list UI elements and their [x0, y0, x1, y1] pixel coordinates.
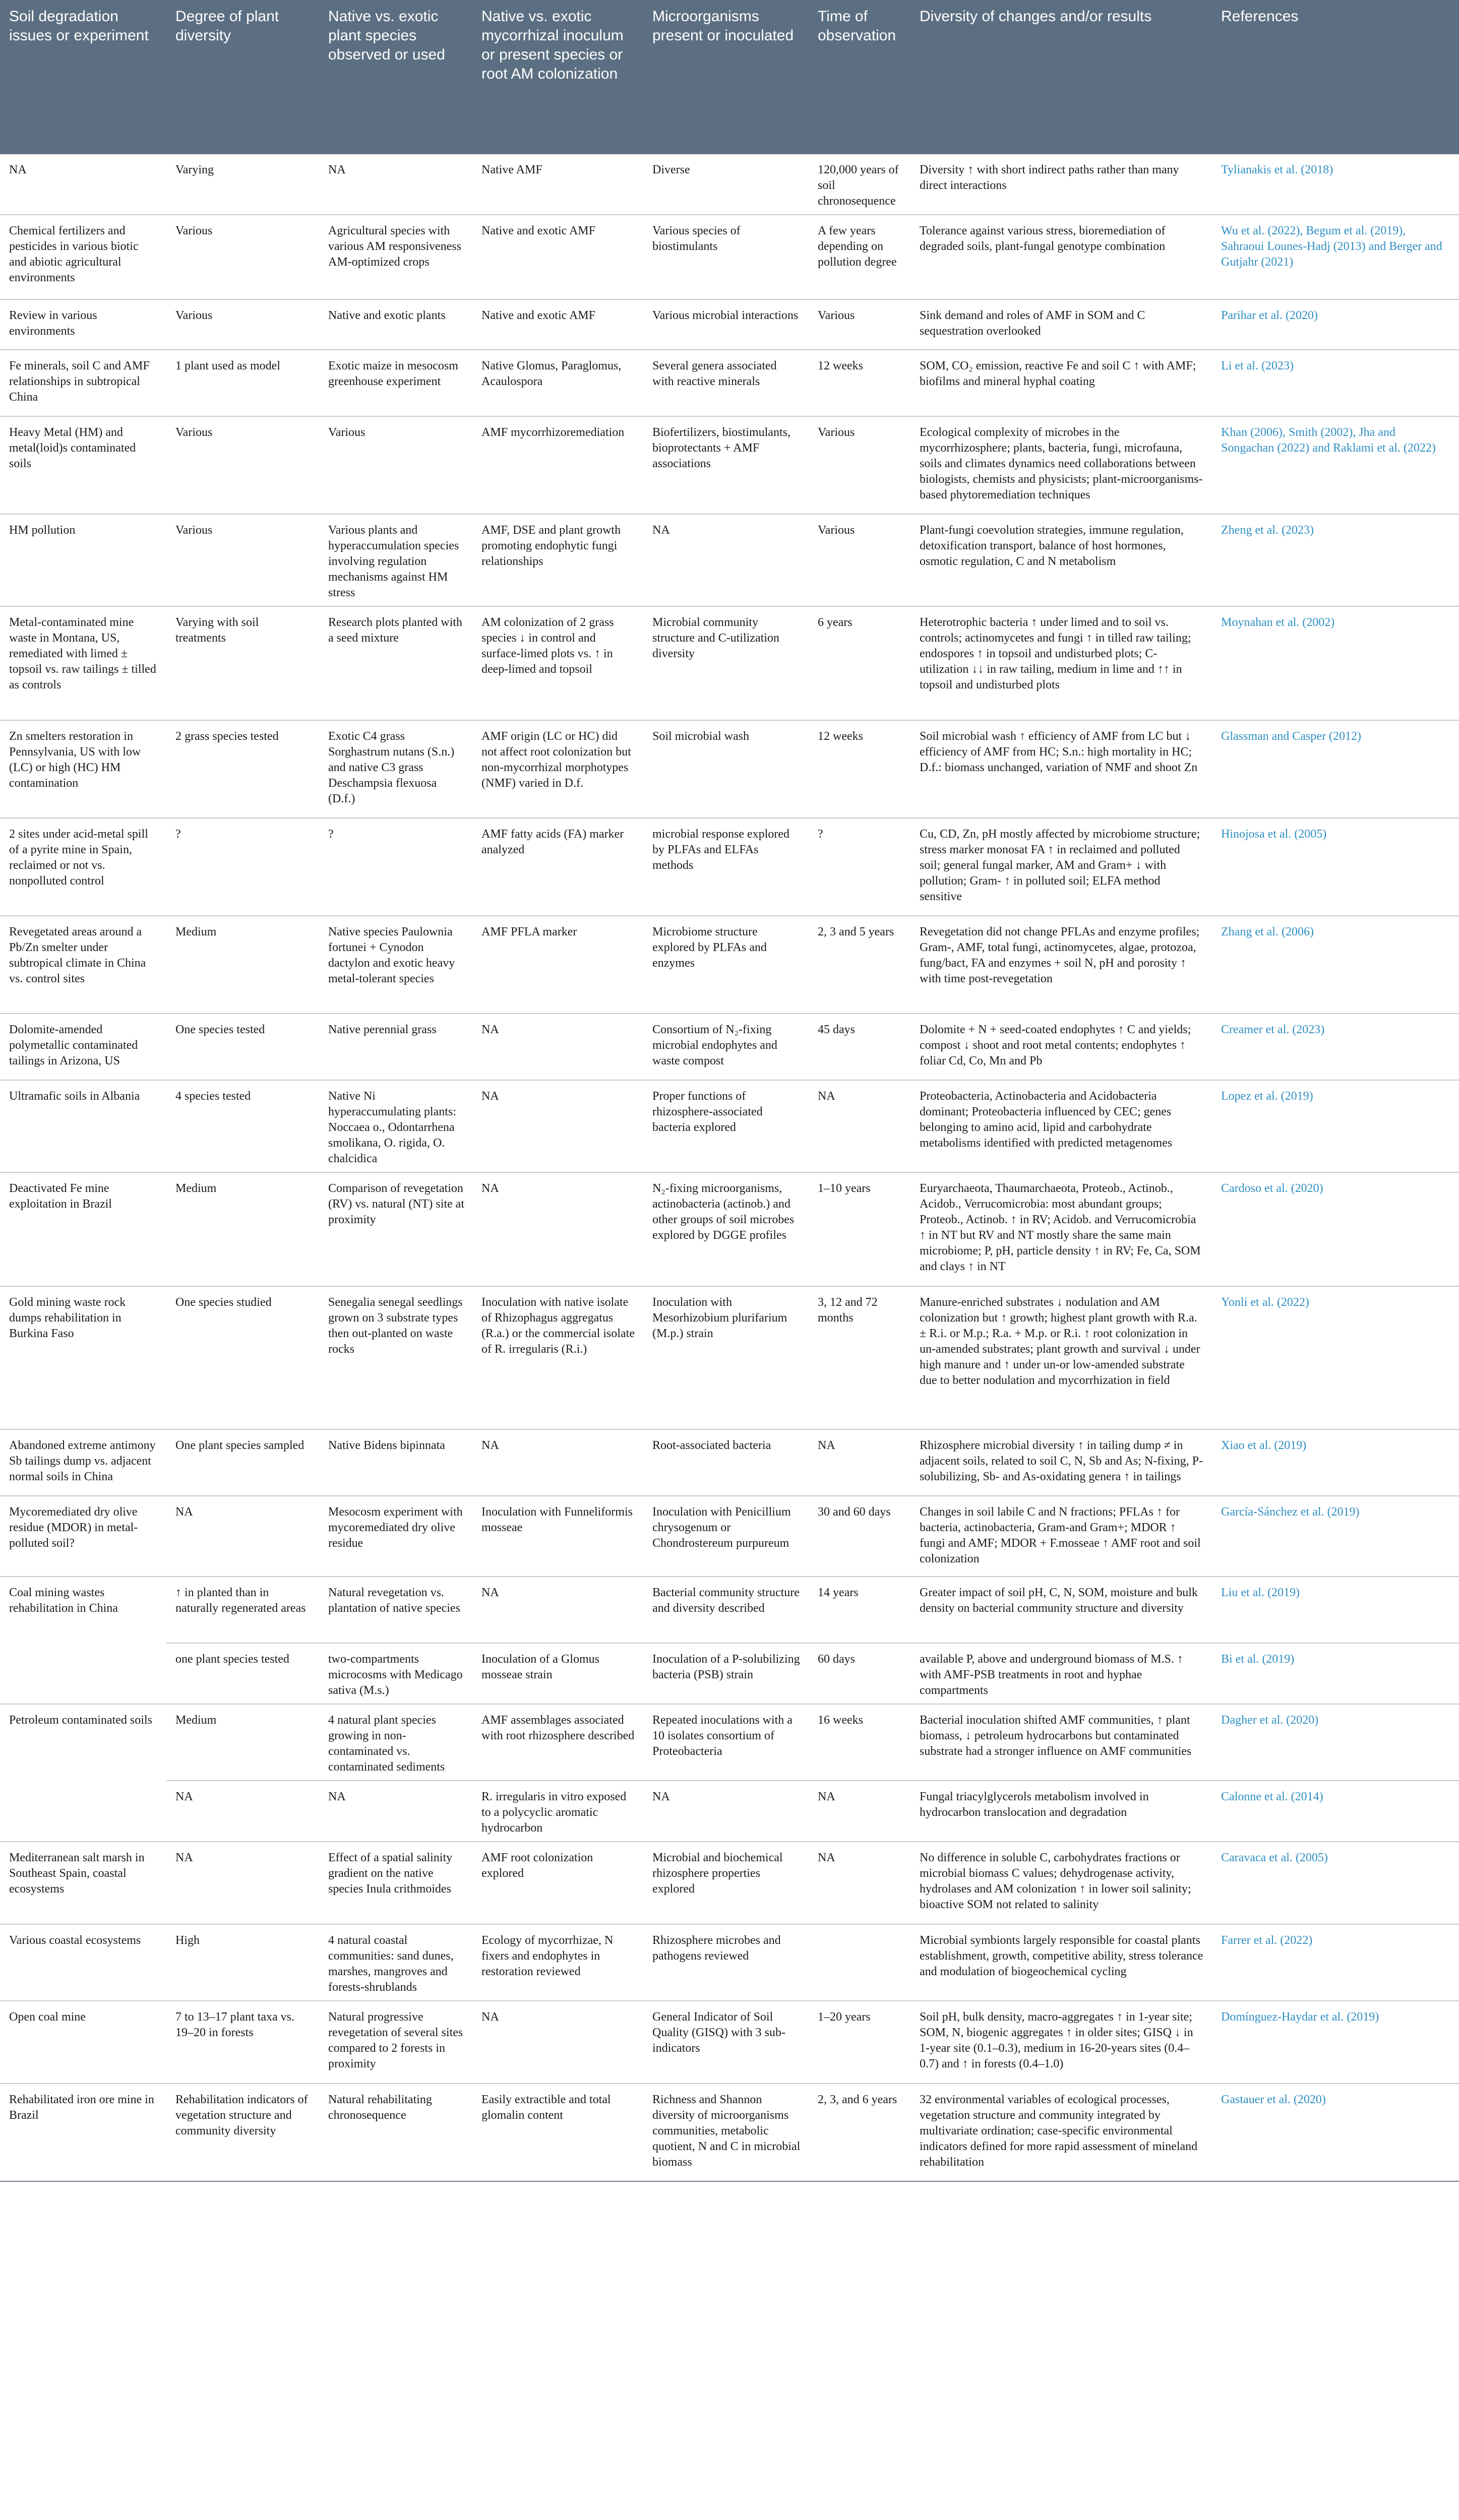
cell-time: NA [809, 1429, 910, 1496]
cell-mycorrhiza: Native and exotic AMF [472, 299, 643, 350]
cell-issue: Rehabilitated iron ore mine in Brazil [0, 2084, 166, 2181]
cell-results: Euryarchaeota, Thaumarchaeota, Proteob., Actinob., Acidob., Verrucomicrobia: most abundant groups; Proteob., Actinob. ↑ in RV; Acidob. and Verrucomicrobia ↑ in NT but RV and NT mostly share the same main microbiome; P, pH, particle density ↑ in RV; Fe, Ca, SOM and clays ↑ in NT [910, 1172, 1212, 1286]
header-diversity: Degree of plant diversity [166, 0, 319, 154]
cell-diversity: One plant species sampled [166, 1429, 319, 1496]
cell-references[interactable]: Zheng et al. (2023) [1212, 514, 1459, 606]
cell-microorganisms: Repeated inoculations with a 10 isolates consortium of Proteobacteria [643, 1704, 809, 1781]
cell-results: Diversity ↑ with short indirect paths rather than many direct interactions [910, 154, 1212, 215]
cell-references[interactable]: Moynahan et al. (2002) [1212, 606, 1459, 720]
cell-plants: Native Ni hyperaccumulating plants: Noccaea o., Odontarrhena smolikana, O. rigida, O. chalcidica [319, 1080, 472, 1172]
cell-mycorrhiza: AMF fatty acids (FA) marker analyzed [472, 818, 643, 916]
header-mycorrhiza: Native vs. exotic mycorrhizal inoculum or present species or root AM colonization [472, 0, 643, 154]
cell-mycorrhiza: NA [472, 1577, 643, 1643]
cell-mycorrhiza: Inoculation with Funneliformis mosseae [472, 1496, 643, 1577]
cell-microorganisms: Microbiome structure explored by PLFAs and enzymes [643, 916, 809, 1014]
cell-mycorrhiza: NA [472, 2001, 643, 2084]
cell-issue: 2 sites under acid-metal spill of a pyrite mine in Spain, reclaimed or not vs. nonpolluted control [0, 818, 166, 916]
table-row [0, 916, 1459, 1014]
cell-diversity: Varying with soil treatments [166, 606, 319, 720]
cell-mycorrhiza: AMF, DSE and plant growth promoting endophytic fungi relationships [472, 514, 643, 606]
cell-diversity: Various [166, 299, 319, 350]
cell-references[interactable]: Dagher et al. (2020) [1212, 1704, 1459, 1781]
cell-microorganisms: Several genera associated with reactive minerals [643, 350, 809, 416]
cell-mycorrhiza: Native AMF [472, 154, 643, 215]
cell-time: 60 days [809, 1643, 910, 1704]
cell-microorganisms: Richness and Shannon diversity of microorganisms communities, metabolic quotient, N and C in microbial biomass [643, 2084, 809, 2181]
cell-diversity: 4 species tested [166, 1080, 319, 1172]
cell-microorganisms: NA [643, 514, 809, 606]
cell-microorganisms: NA [643, 1781, 809, 1842]
cell-results: Revegetation did not change PFLAs and enzyme profiles; Gram-, AMF, total fungi, actinomycetes, algae, protozoa, fung/bact, FA and enzymes + soil N, pH and porosity ↑ with time post-revegetation [910, 916, 1212, 1014]
cell-microorganisms: Microbial and biochemical rhizosphere properties explored [643, 1842, 809, 1924]
table-row [0, 1429, 1459, 1496]
cell-plants: Mesocosm experiment with mycoremediated dry olive residue [319, 1496, 472, 1577]
cell-diversity: NA [166, 1496, 319, 1577]
cell-results: Sink demand and roles of AMF in SOM and C sequestration overlooked [910, 299, 1212, 350]
cell-issue: Petroleum contaminated soils [0, 1704, 166, 1781]
cell-diversity: NA [166, 1781, 319, 1842]
cell-time: 6 years [809, 606, 910, 720]
cell-references[interactable]: Bi et al. (2019) [1212, 1643, 1459, 1704]
cell-results: SOM, CO₂ emission, reactive Fe and soil C ↑ with AMF; biofilms and mineral hyphal coating [910, 350, 1212, 416]
cell-results: Manure-enriched substrates ↓ nodulation and AM colonization but ↑ growth; highest plant growth with R.a. ± R.i. or M.p.; R.a. + M.p. or R.i. ↑ root colonization in un-amended substrates; plant growth and survival ↓ under high manure and ↑ under un-or low-amended substrate due to better nodulation and mycorrhization in field [910, 1286, 1212, 1429]
cell-results: Proteobacteria, Actinobacteria and Acidobacteria dominant; Proteobacteria influenced by CEC; genes belonging to amino acid, lipid and carbohydrate metabolisms identified with predicted metagenomes [910, 1080, 1212, 1172]
table-row [0, 154, 1459, 215]
cell-diversity: ↑ in planted than in naturally regenerated areas [166, 1577, 319, 1643]
cell-time: 2, 3 and 5 years [809, 916, 910, 1014]
table-row [0, 2084, 1459, 2181]
cell-results: Microbial symbionts largely responsible for coastal plants establishment, growth, competitive ability, stress tolerance and modulation of biogeochemical cycling [910, 1924, 1212, 2001]
table-row [0, 1577, 1459, 1643]
cell-issue [0, 1781, 166, 1842]
cell-time: Various [809, 299, 910, 350]
header-row [0, 0, 1459, 154]
cell-issue: Dolomite-amended polymetallic contaminated tailings in Arizona, US [0, 1014, 166, 1080]
cell-time: Various [809, 416, 910, 514]
cell-microorganisms: General Indicator of Soil Quality (GISQ) with 3 sub-indicators [643, 2001, 809, 2084]
cell-diversity: 7 to 13–17 plant taxa vs. 19–20 in forests [166, 2001, 319, 2084]
cell-diversity: Rehabilitation indicators of vegetation structure and community diversity [166, 2084, 319, 2181]
cell-results: Changes in soil labile C and N fractions; PFLAs ↑ for bacteria, actinobacteria, Gram-and Gram+; MDOR ↑ fungi and AMF; MDOR + F.mosseae ↑ AMF root and soil colonization [910, 1496, 1212, 1577]
cell-issue: Various coastal ecosystems [0, 1924, 166, 2001]
header-microorganisms: Microorganisms present or inoculated [643, 0, 809, 154]
header-references: References [1212, 0, 1459, 154]
cell-plants: 4 natural coastal communities: sand dunes, marshes, mangroves and forests-shrublands [319, 1924, 472, 2001]
cell-time: 1–20 years [809, 2001, 910, 2084]
cell-time: 3, 12 and 72 months [809, 1286, 910, 1429]
cell-diversity: Medium [166, 1172, 319, 1286]
cell-time: NA [809, 1842, 910, 1924]
cell-results: Ecological complexity of microbes in the mycorrhizosphere; plants, bacteria, fungi, microfauna, soils and climates dynamics need collaborations between biologists, chemists and physicists; plant-microorganisms-based phytoremediation techniques [910, 416, 1212, 514]
cell-time: NA [809, 1781, 910, 1842]
cell-microorganisms: Inoculation with Penicillium chrysogenum or Chondrostereum purpureum [643, 1496, 809, 1577]
cell-time: A few years depending on pollution degree [809, 215, 910, 299]
cell-results: Bacterial inoculation shifted AMF communities, ↑ plant biomass, ↓ petroleum hydrocarbons but contaminated substrate had a stronger influence on AMF communities [910, 1704, 1212, 1781]
cell-microorganisms: Consortium of N₂-fixing microbial endophytes and waste compost [643, 1014, 809, 1080]
table-row [0, 606, 1459, 720]
cell-references[interactable]: Yonli et al. (2022) [1212, 1286, 1459, 1429]
cell-diversity: One species tested [166, 1014, 319, 1080]
cell-plants: Comparison of revegetation (RV) vs. natural (NT) site at proximity [319, 1172, 472, 1286]
cell-plants: Various plants and hyperaccumulation species involving regulation mechanisms against HM stress [319, 514, 472, 606]
cell-references[interactable]: Khan (2006), Smith (2002), Jha and Songachan (2022) and Raklami et al. (2022) [1212, 416, 1459, 514]
cell-plants: 4 natural plant species growing in non-contaminated vs. contaminated sediments [319, 1704, 472, 1781]
table-row [0, 299, 1459, 350]
table-row [0, 350, 1459, 416]
table-row [0, 1924, 1459, 2001]
cell-microorganisms: Rhizosphere microbes and pathogens reviewed [643, 1924, 809, 2001]
cell-references[interactable]: Cardoso et al. (2020) [1212, 1172, 1459, 1286]
cell-references[interactable]: García-Sánchez et al. (2019) [1212, 1496, 1459, 1577]
cell-references[interactable]: Calonne et al. (2014) [1212, 1781, 1459, 1842]
cell-results: No difference in soluble C, carbohydrates fractions or microbial biomass C values; dehydrogenase activity, hydrolases and AM colonization ↑ in lower soil salinity; bioactive SOM not related to salinity [910, 1842, 1212, 1924]
table-row [0, 514, 1459, 606]
cell-issue: Ultramafic soils in Albania [0, 1080, 166, 1172]
cell-issue: Fe minerals, soil C and AMF relationships in subtropical China [0, 350, 166, 416]
cell-time: 2, 3, and 6 years [809, 2084, 910, 2181]
cell-diversity: 2 grass species tested [166, 720, 319, 818]
cell-issue: Abandoned extreme antimony Sb tailings dump vs. adjacent normal soils in China [0, 1429, 166, 1496]
cell-diversity: High [166, 1924, 319, 2001]
cell-time: 1–10 years [809, 1172, 910, 1286]
cell-diversity: Varying [166, 154, 319, 215]
table-row [0, 416, 1459, 514]
cell-issue: Coal mining wastes rehabilitation in China [0, 1577, 166, 1643]
cell-time [809, 1924, 910, 2001]
cell-plants: NA [319, 1781, 472, 1842]
cell-microorganisms: Proper functions of rhizosphere-associated bacteria explored [643, 1080, 809, 1172]
cell-results: Heterotrophic bacteria ↑ under limed and to soil vs. controls; actinomycetes and fungi ↑ in tilled raw tailing; endospores ↑ in topsoil and undisturbed plots; C-utilization ↓↓ in raw tailing, medium in lime and ↑↑ in topsoil and undisturbed plots [910, 606, 1212, 720]
cell-mycorrhiza: Inoculation with native isolate of Rhizophagus aggregatus (R.a.) or the commercial isolate of R. irregularis (R.i.) [472, 1286, 643, 1429]
cell-microorganisms: Bacterial community structure and diversity described [643, 1577, 809, 1643]
cell-plants: Senegalia senegal seedlings grown on 3 substrate types then out-planted on waste rocks [319, 1286, 472, 1429]
cell-results: Rhizosphere microbial diversity ↑ in tailing dump ≠ in adjacent soils, related to soil C, N, Sb and As; N-fixing, P-solubilizing, Sb- and As-oxidating genera ↑ in tailings [910, 1429, 1212, 1496]
cell-mycorrhiza: NA [472, 1429, 643, 1496]
cell-references[interactable]: Parihar et al. (2020) [1212, 299, 1459, 350]
header-time: Time of observation [809, 0, 910, 154]
table-row [0, 1172, 1459, 1286]
cell-microorganisms: Biofertilizers, biostimulants, bioprotectants + AMF associations [643, 416, 809, 514]
cell-results: Plant-fungi coevolution strategies, immune regulation, detoxification transport, balance of host hormones, osmotic regulation, C and N metabolism [910, 514, 1212, 606]
cell-time: NA [809, 1080, 910, 1172]
cell-results: 32 environmental variables of ecological processes, vegetation structure and community integrated by multivariate ordination; case-specific environmental indicators defined for more rapid assessment of mineland rehabilitation [910, 2084, 1212, 2181]
cell-plants: Natural progressive revegetation of several sites compared to 2 forests in proximity [319, 2001, 472, 2084]
cell-mycorrhiza: AMF root colonization explored [472, 1842, 643, 1924]
cell-plants: Effect of a spatial salinity gradient on the native species Inula crithmoides [319, 1842, 472, 1924]
cell-diversity: Various [166, 215, 319, 299]
table-row [0, 1781, 1459, 1842]
cell-references[interactable]: Hinojosa et al. (2005) [1212, 818, 1459, 916]
table-row [0, 1014, 1459, 1080]
table-row [0, 1080, 1459, 1172]
cell-microorganisms: Microbial community structure and C-utilization diversity [643, 606, 809, 720]
cell-diversity: one plant species tested [166, 1643, 319, 1704]
cell-microorganisms: Soil microbial wash [643, 720, 809, 818]
cell-time: 45 days [809, 1014, 910, 1080]
cell-issue: Deactivated Fe mine exploitation in Brazil [0, 1172, 166, 1286]
cell-plants: ? [319, 818, 472, 916]
cell-plants: NA [319, 154, 472, 215]
cell-references[interactable]: Wu et al. (2022), Begum et al. (2019), Sahraoui Lounes-Hadj (2013) and Berger and Gutjahr (2021) [1212, 215, 1459, 299]
cell-mycorrhiza: R. irregularis in vitro exposed to a polycyclic aromatic hydrocarbon [472, 1781, 643, 1842]
cell-microorganisms: Various species of biostimulants [643, 215, 809, 299]
cell-results: Greater impact of soil pH, C, N, SOM, moisture and bulk density on bacterial community structure and diversity [910, 1577, 1212, 1643]
cell-mycorrhiza: AMF assemblages associated with root rhizosphere described [472, 1704, 643, 1781]
table-row [0, 1643, 1459, 1704]
table-row [0, 1842, 1459, 1924]
cell-plants: two-compartments microcosms with Medicago sativa (M.s.) [319, 1643, 472, 1704]
cell-results: Fungal triacylglycerols metabolism involved in hydrocarbon translocation and degradation [910, 1781, 1212, 1842]
cell-diversity: ? [166, 818, 319, 916]
cell-mycorrhiza: Inoculation of a Glomus mosseae strain [472, 1643, 643, 1704]
cell-diversity: Various [166, 416, 319, 514]
cell-time: 16 weeks [809, 1704, 910, 1781]
cell-time: Various [809, 514, 910, 606]
cell-mycorrhiza: NA [472, 1080, 643, 1172]
cell-issue: Gold mining waste rock dumps rehabilitation in Burkina Faso [0, 1286, 166, 1429]
cell-references[interactable]: Gastauer et al. (2020) [1212, 2084, 1459, 2181]
cell-results: Dolomite + N + seed-coated endophytes ↑ C and yields; compost ↓ shoot and root metal contents; endophytes ↑ foliar Cd, Co, Mn and Pb [910, 1014, 1212, 1080]
table-row [0, 1704, 1459, 1781]
cell-references[interactable]: Liu et al. (2019) [1212, 1577, 1459, 1643]
table-row [0, 720, 1459, 818]
cell-issue: Revegetated areas around a Pb/Zn smelter under subtropical climate in China vs. control sites [0, 916, 166, 1014]
cell-issue: Metal-contaminated mine waste in Montana, US, remediated with limed ± topsoil vs. raw tailings ± tilled as controls [0, 606, 166, 720]
cell-plants: Native and exotic plants [319, 299, 472, 350]
cell-mycorrhiza: AMF origin (LC or HC) did not affect root colonization but non-mycorrhizal morphotypes (NMF) varied in D.f. [472, 720, 643, 818]
cell-microorganisms: Inoculation with Mesorhizobium plurifarium (M.p.) strain [643, 1286, 809, 1429]
cell-diversity: Various [166, 514, 319, 606]
cell-mycorrhiza: Native and exotic AMF [472, 215, 643, 299]
cell-references[interactable]: Farrer et al. (2022) [1212, 1924, 1459, 2001]
cell-mycorrhiza: AM colonization of 2 grass species ↓ in control and surface-limed plots vs. ↑ in deep-limed and topsoil [472, 606, 643, 720]
cell-time: ? [809, 818, 910, 916]
cell-references[interactable]: Creamer et al. (2023) [1212, 1014, 1459, 1080]
cell-results: Soil pH, bulk density, macro-aggregates ↑ in 1-year site; SOM, N, biogenic aggregates ↑ in older sites; GISQ ↓ in 1-year site (0.1–0.3), medium in 16-20-years sites (0.4–0.7) and ↑ in forests (0.4–1.0) [910, 2001, 1212, 2084]
cell-microorganisms: Root-associated bacteria [643, 1429, 809, 1496]
cell-issue: Mediterranean salt marsh in Southeast Spain, coastal ecosystems [0, 1842, 166, 1924]
cell-time: 12 weeks [809, 720, 910, 818]
cell-diversity: Medium [166, 916, 319, 1014]
cell-issue: Open coal mine [0, 2001, 166, 2084]
cell-plants: Natural revegetation vs. plantation of native species [319, 1577, 472, 1643]
cell-references[interactable]: Domínguez-Haydar et al. (2019) [1212, 2001, 1459, 2084]
cell-diversity: One species studied [166, 1286, 319, 1429]
cell-microorganisms: N₂-fixing microorganisms, actinobacteria (actinob.) and other groups of soil microbes explored by DGGE profiles [643, 1172, 809, 1286]
header-issue: Soil degradation issues or experiment [0, 0, 166, 154]
cell-results: Soil microbial wash ↑ efficiency of AMF from LC but ↓ efficiency of AMF from HC; S.n.: high mortality in HC; D.f.: biomass unchanged, variation of NMF and shoot Zn [910, 720, 1212, 818]
cell-results: Tolerance against various stress, bioremediation of degraded soils, plant-fungal genotype combination [910, 215, 1212, 299]
cell-mycorrhiza: AMF mycorrhizoremediation [472, 416, 643, 514]
cell-time: 120,000 years of soil chronosequence [809, 154, 910, 215]
cell-results: Cu, CD, Zn, pH mostly affected by microbiome structure; stress marker monosat FA ↑ in reclaimed and polluted soil; general fungal marker, AM and Gram+ ↓ with pollution; Gram- ↑ in polluted soil; ELFA method sensitive [910, 818, 1212, 916]
cell-mycorrhiza: NA [472, 1172, 643, 1286]
cell-plants: Research plots planted with a seed mixture [319, 606, 472, 720]
cell-plants: Natural rehabilitating chronosequence [319, 2084, 472, 2181]
cell-mycorrhiza: Ecology of mycorrhizae, N fixers and endophytes in restoration reviewed [472, 1924, 643, 2001]
cell-references[interactable]: Xiao et al. (2019) [1212, 1429, 1459, 1496]
cell-references[interactable]: Glassman and Casper (2012) [1212, 720, 1459, 818]
cell-references[interactable]: Caravaca et al. (2005) [1212, 1842, 1459, 1924]
table-row [0, 2001, 1459, 2084]
table-row [0, 818, 1459, 916]
header-results: Diversity of changes and/or results [910, 0, 1212, 154]
cell-issue: Zn smelters restoration in Pennsylvania, US with low (LC) or high (HC) HM contamination [0, 720, 166, 818]
cell-references[interactable]: Li et al. (2023) [1212, 350, 1459, 416]
cell-mycorrhiza: Easily extractible and total glomalin content [472, 2084, 643, 2181]
cell-issue: Mycoremediated dry olive residue (MDOR) in metal-polluted soil? [0, 1496, 166, 1577]
cell-mycorrhiza: NA [472, 1014, 643, 1080]
cell-issue: Review in various environments [0, 299, 166, 350]
table-row [0, 1286, 1459, 1429]
cell-plants: Native perennial grass [319, 1014, 472, 1080]
cell-plants: Agricultural species with various AM responsiveness AM-optimized crops [319, 215, 472, 299]
cell-time: 30 and 60 days [809, 1496, 910, 1577]
cell-issue: HM pollution [0, 514, 166, 606]
cell-issue [0, 1643, 166, 1704]
table-row [0, 215, 1459, 299]
cell-issue: Chemical fertilizers and pesticides in various biotic and abiotic agricultural environments [0, 215, 166, 299]
cell-diversity: NA [166, 1842, 319, 1924]
cell-results: available P, above and underground biomass of M.S. ↑ with AMF-PSB treatments in root and hyphae compartments [910, 1643, 1212, 1704]
cell-microorganisms: microbial response explored by PLFAs and ELFAs methods [643, 818, 809, 916]
cell-references[interactable]: Tylianakis et al. (2018) [1212, 154, 1459, 215]
cell-microorganisms: Various microbial interactions [643, 299, 809, 350]
cell-microorganisms: Inoculation of a P-solubilizing bacteria (PSB) strain [643, 1643, 809, 1704]
header-plants: Native vs. exotic plant species observed or used [319, 0, 472, 154]
cell-plants: Exotic maize in mesocosm greenhouse experiment [319, 350, 472, 416]
cell-plants: Native species Paulownia fortunei + Cynodon dactylon and exotic heavy metal-tolerant species [319, 916, 472, 1014]
cell-mycorrhiza: AMF PFLA marker [472, 916, 643, 1014]
cell-plants: Native Bidens bipinnata [319, 1429, 472, 1496]
cell-diversity: Medium [166, 1704, 319, 1781]
cell-time: 14 years [809, 1577, 910, 1643]
cell-references[interactable]: Zhang et al. (2006) [1212, 916, 1459, 1014]
cell-issue: Heavy Metal (HM) and metal(loid)s contaminated soils [0, 416, 166, 514]
cell-issue: NA [0, 154, 166, 215]
cell-time: 12 weeks [809, 350, 910, 416]
cell-plants: Exotic C4 grass Sorghastrum nutans (S.n.) and native C3 grass Deschampsia flexuosa (D.f.) [319, 720, 472, 818]
cell-plants: Various [319, 416, 472, 514]
cell-microorganisms: Diverse [643, 154, 809, 215]
table-row [0, 1496, 1459, 1577]
cell-diversity: 1 plant used as model [166, 350, 319, 416]
cell-mycorrhiza: Native Glomus, Paraglomus, Acaulospora [472, 350, 643, 416]
cell-references[interactable]: Lopez et al. (2019) [1212, 1080, 1459, 1172]
